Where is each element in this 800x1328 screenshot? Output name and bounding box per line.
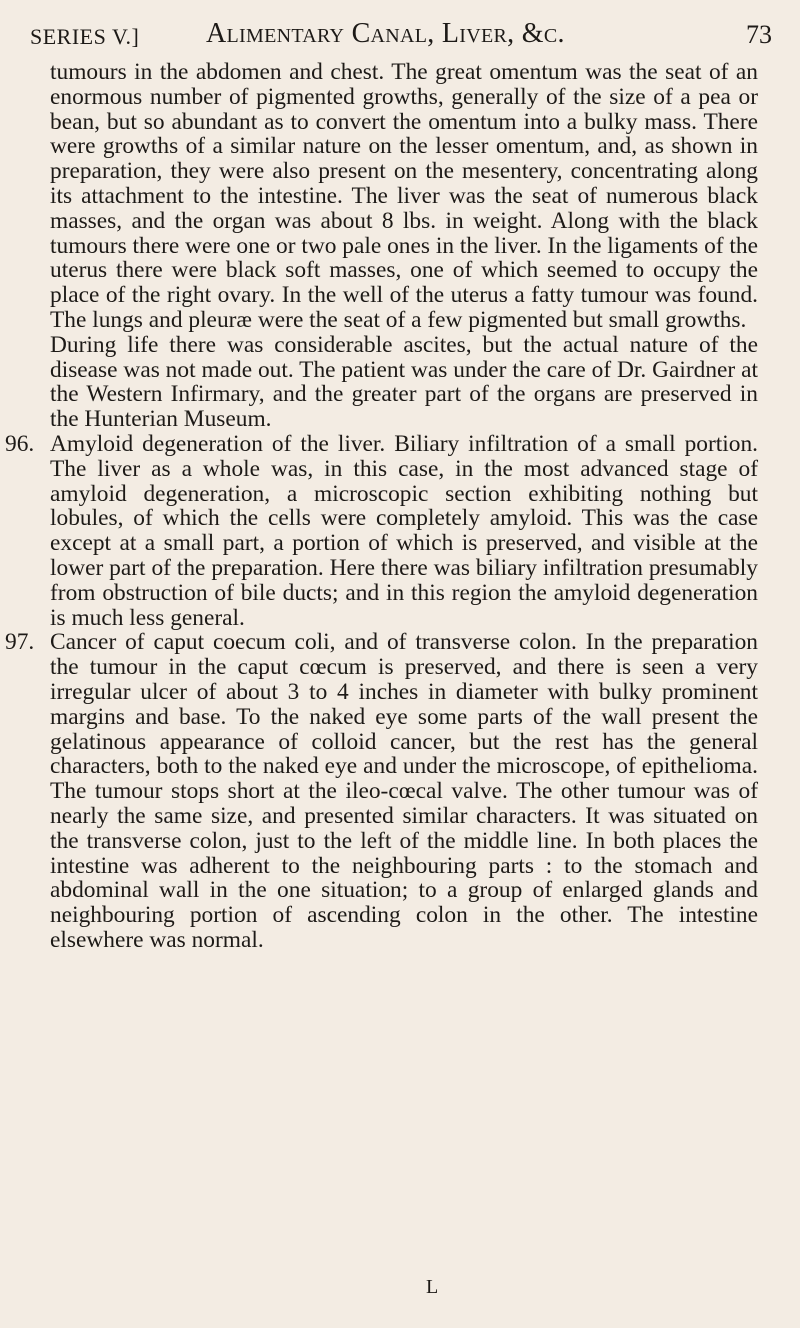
signature-mark: L <box>426 1276 439 1298</box>
continuation-paragraph-2: During life there was considerable ascites, but the actual nature of the disease was not made out. The patient was under the care of Dr. Gairdner at the Western Infirmary, and the greater part of the organs are preserved in the Hunterian Museum. <box>50 331 758 433</box>
entry-97 <box>5 629 758 953</box>
entry-number: 97. <box>5 629 35 656</box>
page-number: 73 <box>746 20 772 49</box>
body-text <box>5 59 759 953</box>
entry-number: 96. <box>5 430 35 457</box>
entry-text: Amyloid degeneration of the liver. Biliary infiltration of a small portion. The liver as a whole was, in this case, in the most advanced stage of amyloid degeneration, a microscopic section exhibiting nothing but lobules, of which the cells were completely amyloid. This was the case except at a small part, a portion of which is preserved, and visible at the lower part of the preparation. Here there was biliary infiltration presumably from obstruction of bile ducts; and in this region the amyloid degeneration is much less general. <box>50 430 758 631</box>
running-title: Alimentary Canal, Liver, &c. <box>206 18 565 49</box>
entry-96 <box>5 430 758 631</box>
page-header <box>30 14 772 54</box>
series-label: SERIES V.] <box>30 24 140 49</box>
entry-text: Cancer of caput coecum coli, and of transverse colon. In the preparation the tumour in the caput cœcum is preserved, and there is seen a very irregular ulcer of about 3 to 4 inches in diameter with bulky prominent margins and base. To the naked eye some parts of the wall present the gelatinous appearance of colloid cancer, but the rest has the general characters, both to the naked eye and under the microscope, of epithelioma. The tumour stops short at the ileo-cœcal valve. The other tumour was of nearly the same size, and presented similar characters. It was situated on the transverse colon, just to the left of the middle line. In both places the intestine was adherent to the neighbouring parts : to the stomach and abdominal wall in the one situation; to a group of enlarged glands and neighbouring portion of ascending colon in the other. The intestine elsewhere was normal. <box>50 629 758 953</box>
continuation-paragraph: tumours in the abdomen and chest. The great omentum was the seat of an enormous number of pigmented growths, generally of the size of a pea or bean, but so abundant as to convert the omentum into a bulky mass. There were growths of a similar nature on the lesser omentum, and, as shown in preparation, they were also present on the mesentery, concentrating along its attachment to the intestine. The liver was the seat of numerous black masses, and the organ was about 8 lbs. in weight. Along with the black tumours there were one or two pale ones in the liver. In the ligaments of the uterus there were black soft masses, one of which seemed to occupy the place of the right ovary. In the well of the uterus a fatty tumour was found. The lungs and pleuræ were the seat of a few pigmented but small growths. <box>50 59 759 333</box>
